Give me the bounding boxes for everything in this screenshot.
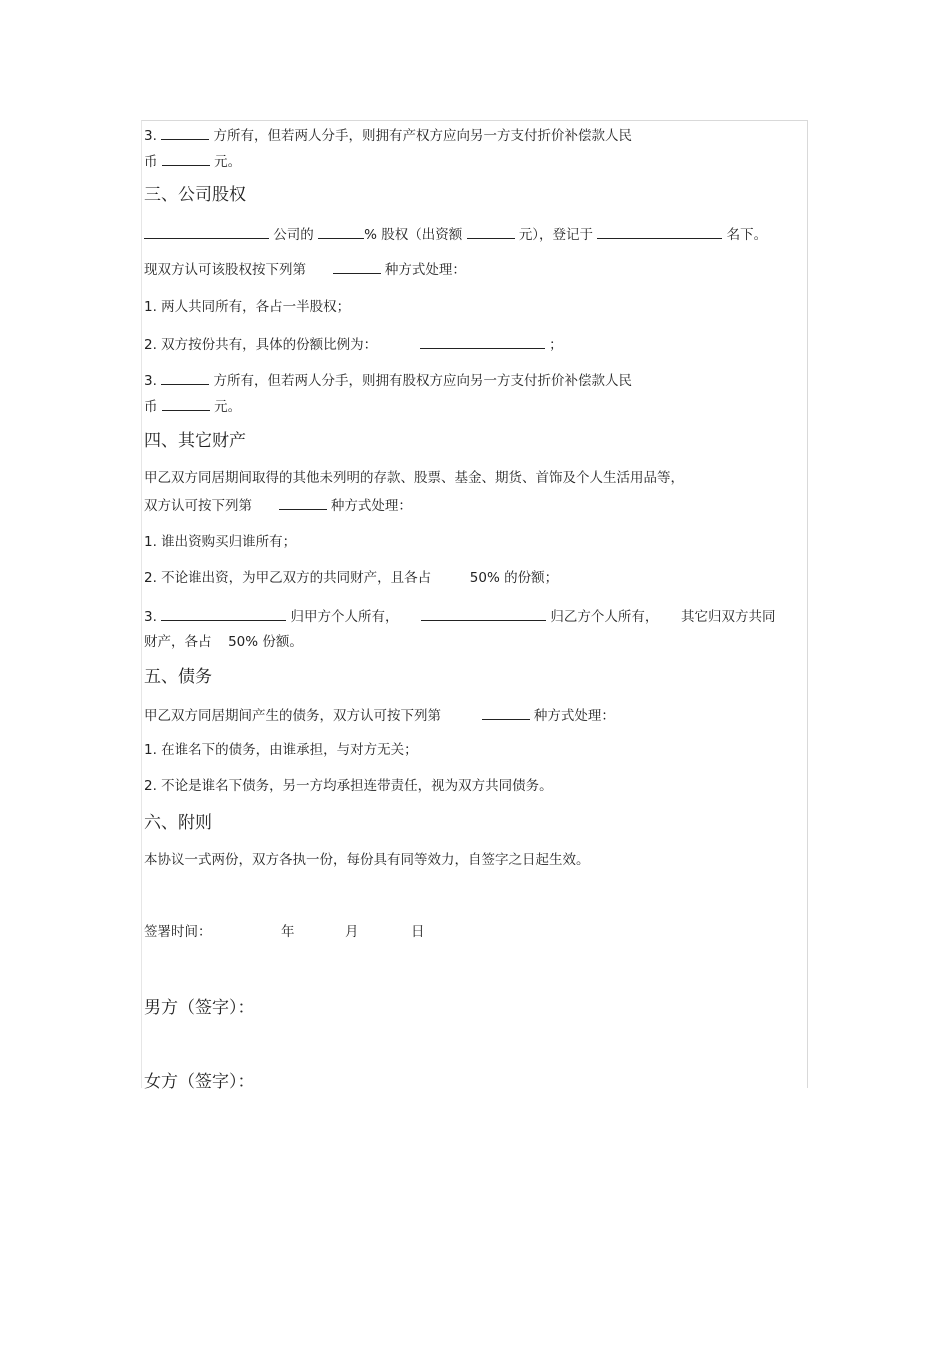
- text: 种方式处理：: [533, 708, 615, 724]
- blank-field[interactable]: [161, 125, 209, 140]
- text: % 股权（出资额: [364, 227, 463, 243]
- sec4-item3-line2: [144, 633, 303, 651]
- text: 甲乙双方同居期间产生的债务，双方认可按下列第: [144, 708, 441, 724]
- text: 币: [144, 399, 158, 415]
- blank-field[interactable]: [144, 224, 269, 239]
- blank-field[interactable]: [421, 606, 546, 621]
- sec2-item3-line1: [144, 125, 632, 145]
- male-signature-label: 男方（签字）：: [144, 998, 255, 1018]
- blank-field[interactable]: [482, 705, 530, 720]
- day-label: 日: [411, 924, 425, 940]
- blank-field[interactable]: [333, 259, 381, 274]
- sec4-line2: [144, 495, 412, 515]
- item-number: 3.: [144, 609, 157, 625]
- sec3-line1: [144, 224, 767, 244]
- blank-field[interactable]: [420, 334, 545, 349]
- text: 元。: [214, 154, 242, 170]
- text: 元），登记于: [518, 227, 594, 243]
- text: ；: [549, 337, 563, 353]
- signing-date-label: 签署时间：: [144, 924, 212, 940]
- female-signature-label: 女方（签字）：: [144, 1072, 255, 1092]
- sec3-item3-line1: [144, 370, 632, 390]
- text: 种方式处理：: [330, 498, 412, 514]
- text: 其它归双方共同: [680, 609, 776, 625]
- section-heading-debts: 五、债务: [144, 667, 212, 687]
- text: 归乙方个人所有，: [550, 609, 659, 625]
- sec5-line1: [144, 705, 615, 725]
- text: 2. 双方按份共有，具体的份额比例为：: [144, 337, 378, 353]
- text: 财产，各占: [144, 634, 212, 650]
- item-number: 3.: [144, 128, 157, 144]
- blank-field[interactable]: [161, 606, 286, 621]
- text: 方所有，但若两人分手，则拥有股权方应向另一方支付折价补偿款人民: [213, 373, 632, 389]
- sec5-item1: 1. 在谁名下的债务，由谁承担，与对方无关；: [144, 742, 418, 758]
- text: 元。: [214, 399, 242, 415]
- sec3-item2: [144, 334, 563, 354]
- text: 方所有，但若两人分手，则拥有产权方应向另一方支付折价补偿款人民: [213, 128, 632, 144]
- sec4-item3-line1: [144, 606, 775, 626]
- sec4-item2: [144, 569, 558, 587]
- section-heading-equity: 三、公司股权: [144, 185, 246, 205]
- sec6-line1: 本协议一式两份，双方各执一份，每份具有同等效力，自签字之日起生效。: [144, 852, 590, 868]
- blank-field[interactable]: [161, 370, 209, 385]
- text: 种方式处理：: [384, 262, 466, 278]
- text: 币: [144, 154, 158, 170]
- item-number: 3.: [144, 373, 157, 389]
- text: 50% 份额。: [228, 634, 303, 650]
- sec2-item3-line2: [144, 151, 241, 171]
- year-label: 年: [281, 924, 295, 940]
- text: 名下。: [726, 227, 768, 243]
- blank-field[interactable]: [162, 151, 210, 166]
- sec3-item3-line2: [144, 396, 241, 416]
- blank-field[interactable]: [279, 495, 327, 510]
- month-label: 月: [345, 924, 359, 940]
- text: 双方认可按下列第: [144, 498, 252, 514]
- sec4-item1: 1. 谁出资购买归谁所有；: [144, 534, 297, 550]
- section-heading-other-property: 四、其它财产: [144, 431, 246, 451]
- sec3-line2: [144, 259, 466, 279]
- sec5-item2: 2. 不论是谁名下债务，另一方均承担连带责任，视为双方共同债务。: [144, 778, 553, 794]
- text: 50% 的份额；: [469, 570, 559, 586]
- sec4-line1: 甲乙双方同居期间取得的其他未列明的存款、股票、基金、期货、首饰及个人生活用品等，: [144, 470, 684, 486]
- sec3-item1: 1. 两人共同所有，各占一半股权；: [144, 299, 351, 315]
- blank-field[interactable]: [162, 396, 210, 411]
- text: 现双方认可该股权按下列第: [144, 262, 306, 278]
- text: 2. 不论谁出资，为甲乙双方的共同财产，且各占: [144, 570, 432, 586]
- section-heading-supplementary: 六、附则: [144, 813, 212, 833]
- text: 公司的: [273, 227, 314, 243]
- text: 归甲方个人所有，: [290, 609, 399, 625]
- blank-field[interactable]: [597, 224, 722, 239]
- blank-field[interactable]: [467, 224, 515, 239]
- blank-field[interactable]: [318, 224, 364, 239]
